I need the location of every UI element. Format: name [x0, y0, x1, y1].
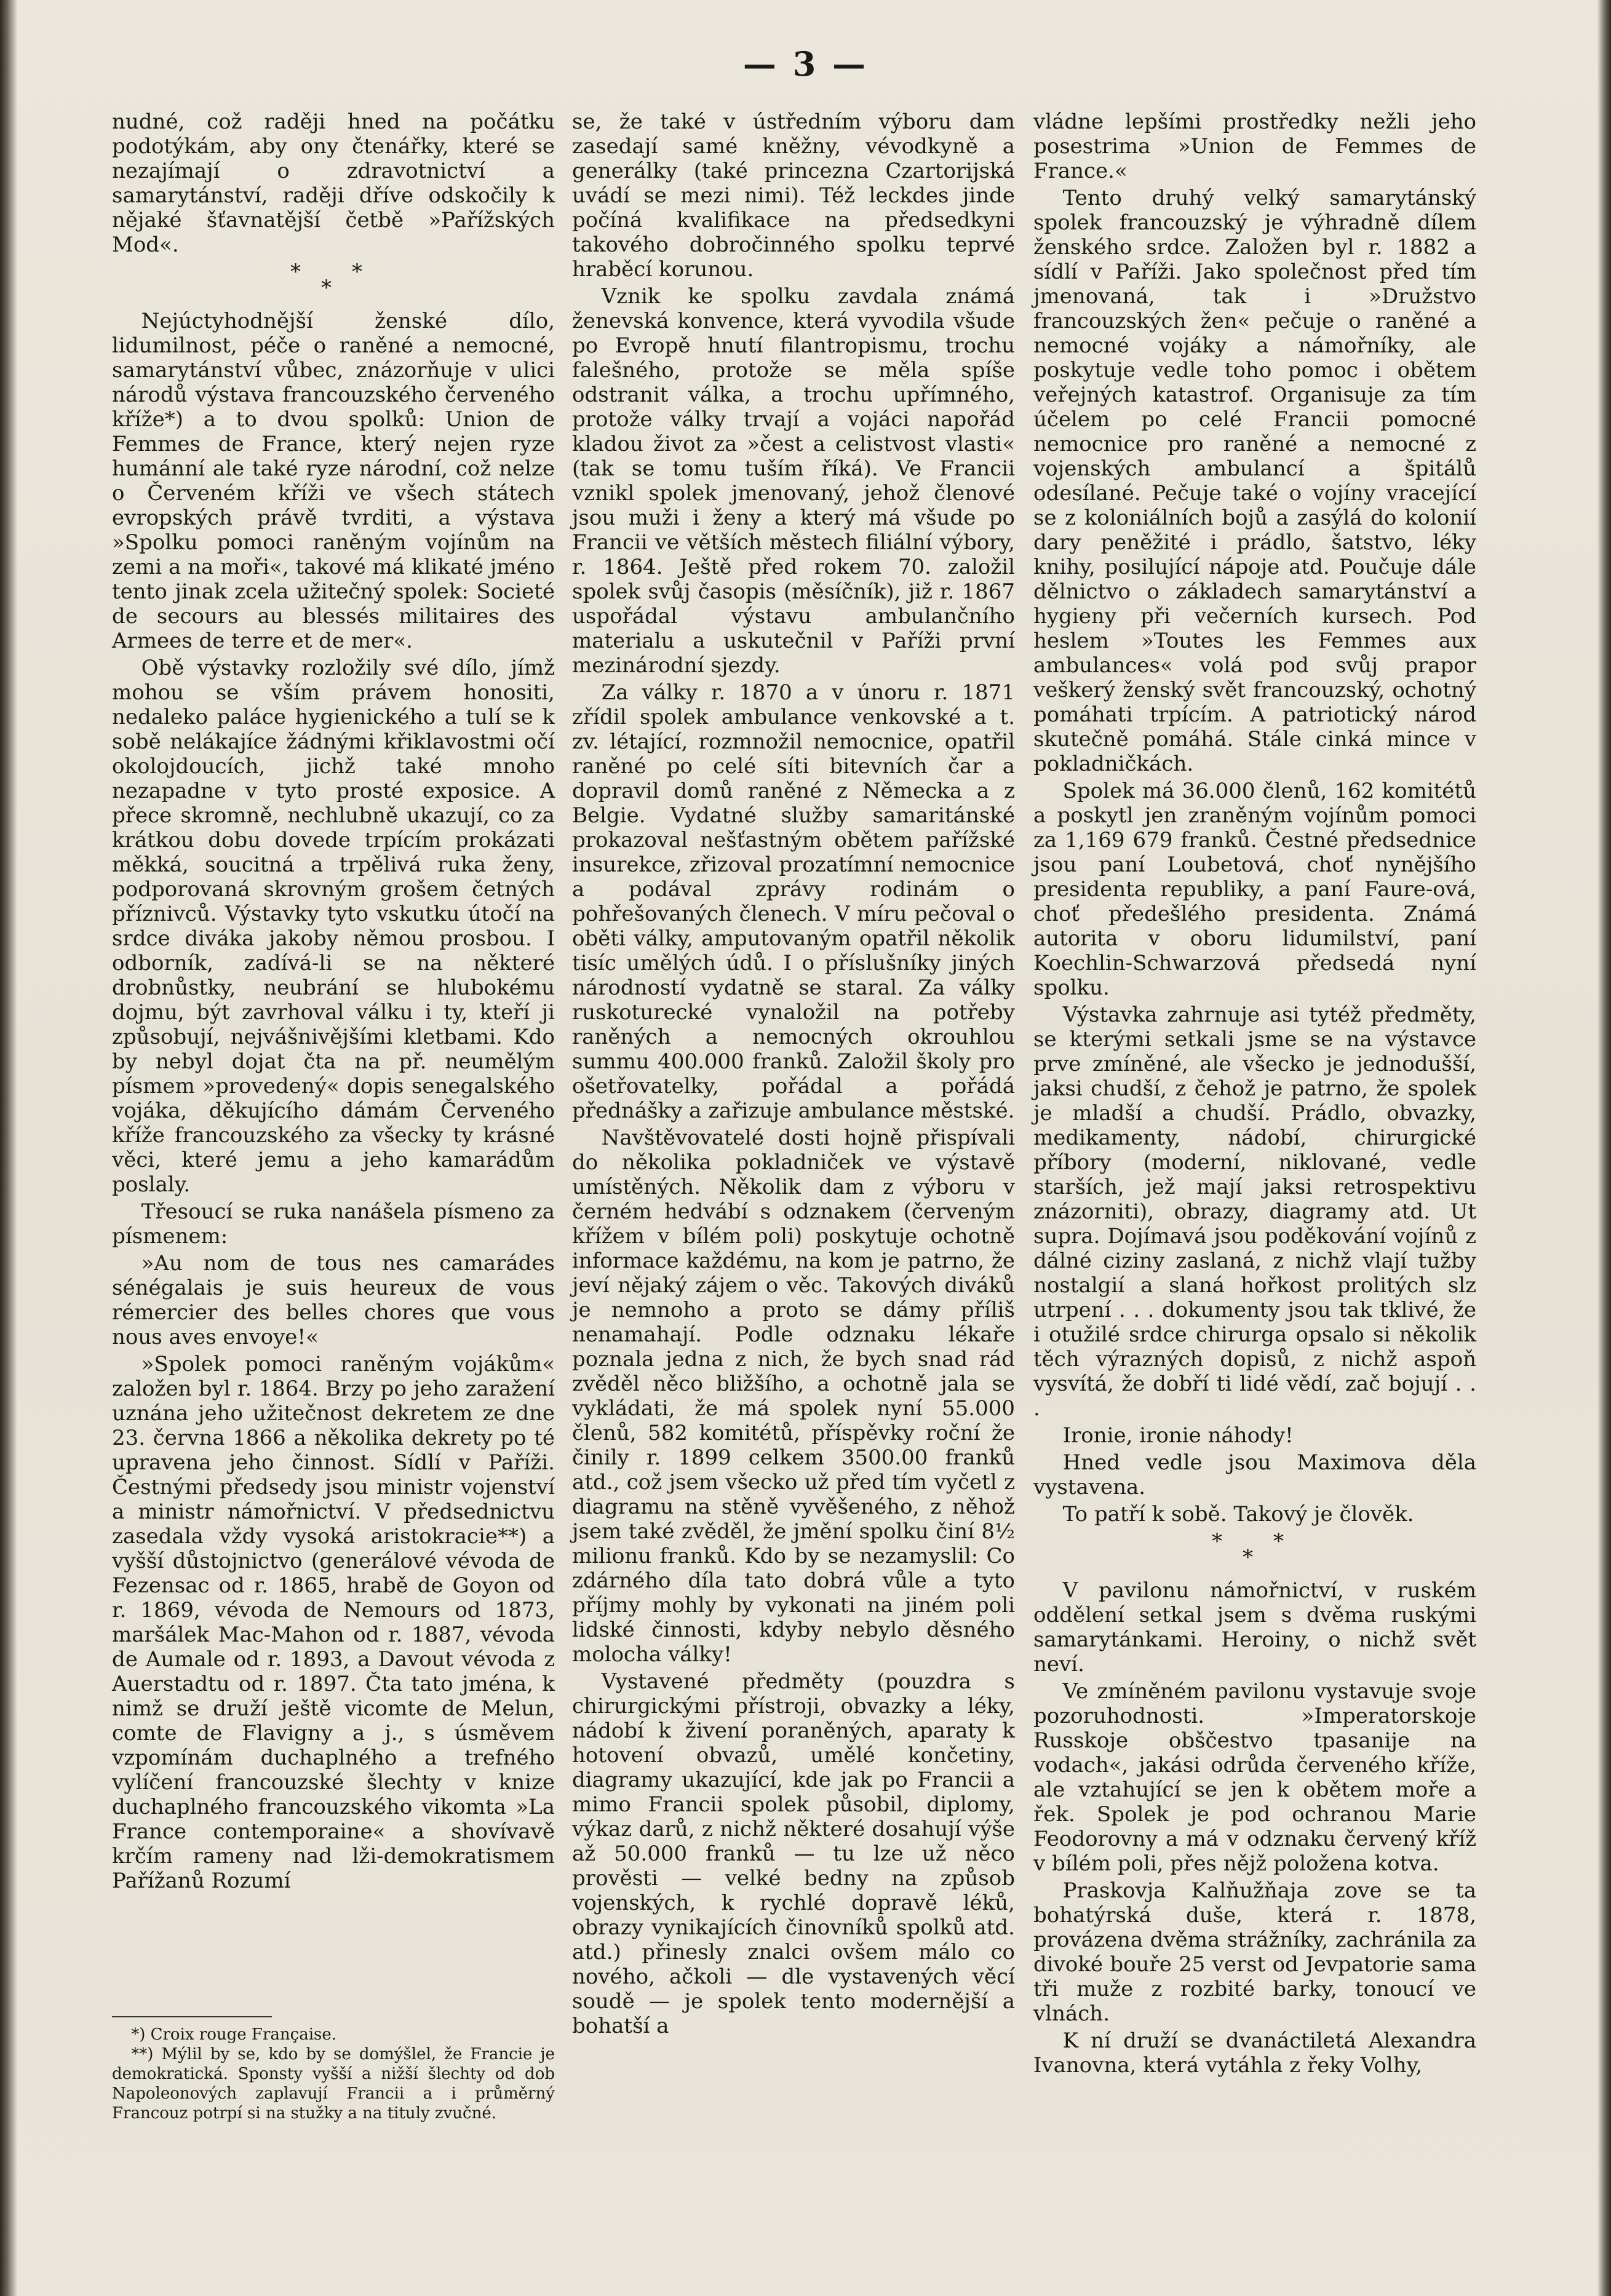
paragraph: se, že také v ústředním výboru dam zasedají samé kněžny, vévodkyně a generálky (také princezna Czartorijská uvádí se mezi nimi). Též leckdes jinde počíná kvalifikace na předsedkyni takového dobročinného spolku teprvé hraběcí korunou.	[572, 109, 1015, 282]
paragraph: vládne lepšími prostředky nežli jeho posestrima »Union de Femmes de France.«	[1033, 109, 1476, 183]
paragraph: Ve zmíněném pavilonu vystavuje svoje pozoruhodnosti. »Imperatorskoje Russkoje obščestvo tpasanije na vodach«, jakási odrůda červeného kříže, ale vztahující se jen k obětem moře a řek. Spolek je pod ochranou Marie Feodorovny a má v odznaku červený kříž v bílém poli, přes nějž položena kotva.	[1033, 1679, 1476, 1876]
footnote-rule	[112, 2016, 272, 2017]
page-edge-left	[0, 0, 17, 2296]
page-number: — 3 —	[742, 44, 869, 84]
paragraph: Třesoucí se ruka nanášela písmeno za písmenem:	[112, 1199, 555, 1249]
paragraph: Vystavené předměty (pouzdra s chirurgickými přístroji, obvazky a léky, nádobí k živení poraněných, aparaty k hotovení obvazů, umělé končetiny, diagramy ukazující, kde jak po Francii a mimo Francii spolek působil, diplomy, výkaz darů, z nichž některé dosahují výše až 50.000 franků — tu lze už něco prověsti — velké bedny na způsob vojenských, k rychlé dopravě léků, obrazy vynikajících činovníků spolků atd. atd.) přinesly znalci ovšem málo co nového, ačkoli — dle vystavených věcí soudě — je spolek tento modernější a bohatší a	[572, 1669, 1015, 2038]
column-3	[1033, 109, 1476, 2080]
separator-star: *	[1243, 1545, 1278, 1570]
section-separator	[112, 260, 555, 303]
paragraph: Spolek má 36.000 členů, 162 komitétů a poskytl jen zraněným vojínům pomoci za 1,169 679 franků. Čestné předsednice jsou paní Loubetová, choť nynějšího presidenta republiky, a paní Faure-ová, choť předešlého presidenta. Známá autorita v oboru lidumilství, paní Koechlin-Schwarzová předsedá nyní spolku.	[1033, 779, 1476, 1000]
section-separator	[1033, 1529, 1476, 1572]
footnote: **) Mýlil by se, kdo by se domýšlel, že Francie je demokratická. Sponsty vyšší a nižší šlechty od dob Napoleonových zaplavují Francii a i průměrný Francouz potrpí si na stužky a na tituly zvučné.	[112, 2045, 555, 2123]
paragraph: K ní druží se dvanáctiletá Alexandra Ivanovna, která vytáhla z řeky Volhy,	[1033, 2028, 1476, 2078]
paragraph: Ironie, ironie náhody!	[1062, 1423, 1294, 1448]
page-edge-right	[1597, 0, 1611, 2296]
separator-star: *	[352, 260, 387, 284]
separator-star: *	[321, 276, 356, 300]
quoted-letter: »Au nom de tous nes camarádes sénégalais je suis heureux de vous rémercier des belles chores que vous nous aves envoye!«	[112, 1251, 555, 1349]
separator-star: *	[290, 260, 325, 284]
paragraph: Praskovja Kalňužňaja zove se ta bohatýrská duše, která r. 1878, provázena dvěma strážníky, zachránila za divoké bouře 25 verst od Jevpatorie sama tři muže z rozbité barky, tonoucí ve vlnách.	[1033, 1878, 1476, 2026]
paragraph: Obě výstavky rozložily své dílo, jímž mohou se vším právem honositi, nedaleko paláce hygienického a tulí se k sobě nelákajíce žádnými křiklavostmi očí okolojdoucích, jichž také mnoho nezapadne v tyto prosté exposice. A přece skromně, nechlubně ukazují, co za krátkou dobu dovede trpícím prokázati měkká, soucitná a trpělivá ruka ženy, podporovaná skrovným grošem četných příznivců. Výstavky tyto vskutku útočí na srdce diváka jakoby němou prosbou. I odborník, zadívá-li se na některé drobnůstky, neubrání se hlubokému dojmu, být zavrhoval válku i ty, kteří ji způsobují, nejvášnivějšími kletbami. Kdo by nebyl dojat čta na př. neumělým písmem »provedený« dopis senegalského vojáka, děkujícího dámám Červeného kříže francouzského za všecky ty krásné věci, které jemu a jeho kamarádům poslaly.	[112, 656, 555, 1197]
paragraph: V pavilonu námořnictví, v ruském oddělení setkal jsem s dvěma ruskými samarytánkami. Heroiny, o nichž svět neví.	[1033, 1578, 1476, 1677]
paragraph: »Spolek pomoci raněným vojákům« založen byl r. 1864. Brzy po jeho zaražení uznána jeho užitečnost dekretem ze dne 23. června 1866 a několika dekrety po té upravena jeho činnost. Sídlí v Paříži. Čestnými předsedy jsou ministr vojenství a ministr námořnictví. V předsednictvu zasedala vždy vysoká aristokracie**) a vyšší důstojnictvo (generálové vévoda de Fezensac od r. 1865, hrabě de Goyon od r. 1869, vévoda de Nemours od 1873, maršálek Mac-Mahon od r. 1887, vévoda de Aumale od r. 1893, a Davout vévoda z Auerstadtu od r. 1897. Čta tato jména, k nimž se druží ještě vicomte de Melun, comte de Flavigny a j., s úsměvem vzpomínám duchaplného a trefného vylíčení francouzské šlechty v knize duchaplného francouzského vikomta »La France contemporaine« a shovívavě krčím rameny nad lži-demokratismem Pařížanů Rozumí	[112, 1352, 555, 1893]
paragraph: nudné, což raději hned na počátku podotýkám, aby ony čtenářky, které se nezajímají o zdravotnictví a samarytánství, raději dříve odskočily k nějaké šťavnatější četbě »Pařížských Mod«.	[112, 109, 555, 257]
paragraph: Vznik ke spolku zavdala známá ženevská konvence, která vyvodila všude po Evropě hnutí filantropismu, trochu falešného, protože se měla spíše odstranit válka, a trochu upřímného, protože války trvají a vojáci napořád kladou život za »čest a celistvost vlasti« (tak se tomu tuším říká). Ve Francii vznikl spolek jmenovaný, jehož členové jsou muži i ženy a který má všude po Francii ve větších městech filiální výbory, r. 1864. Ještě před rokem 70. založil spolek svůj časopis (měsíčník), již r. 1867 uspořádal výstavu ambulančního materialu a uskutečnil v Paříži první mezinárodní sjezdy.	[572, 284, 1015, 678]
paragraph: Hned vedle jsou Maximova děla vystavena.	[1033, 1450, 1476, 1500]
column-1	[112, 109, 555, 1896]
paragraph: To patří k sobě. Takový je člověk.	[1062, 1502, 1414, 1527]
paragraph: Za války r. 1870 a v únoru r. 1871 zřídil spolek ambulance venkovské a t. zv. létající, rozmnožil nemocnice, opatřil raněné po celé síti bitevních čar a dopravil domů raněné z Německa a z Belgie. Vydatné služby samaritánské prokazoval nešťastným obětem pařížské insurekce, zřizoval prozatímní nemocnice a podával zprávy rodinám o pohřešovaných členech. V míru pečoval o oběti války, amputovaným opatřil několik tisíc umělých údů. I o příslušníky jiných národností vydatně se staral. Za války ruskoturecké vynaložil na potřeby raněných a nemocných okrouhlou summu 400.000 franků. Založil školy pro ošetřovatelky, pořádal a pořádá přednášky a zařizuje ambulance městské.	[572, 680, 1015, 1123]
paragraph: Tento druhý velký samarytánský spolek francouzský je výhradně dílem ženského srdce. Založen byl r. 1882 a sídlí v Paříži. Jako společnost před tím jmenovaná, tak i »Družstvo francouzských žen« pečuje o raněné a nemocné vojáky a námořníky, ale poskytuje vedle toho pomoc i obětem veřejných katastrof. Organisuje za tím účelem po celé Francii pomocné nemocnice pro raněné a nemocné z vojenských ambulancí a špitálů odesílané. Pečuje také o vojíny vracející se z koloniálních bojů a zasýlá do kolonií dary peněžité i prádlo, šatstvo, léky knihy, posilující nápoje atd. Poučuje dále dělnictvo o základech samarytánství a hygieny při večerních kursech. Pod heslem »Toutes les Femmes aux ambulances« volá pod svůj prapor veškerý ženský svět francouzský, ochotný pomáhati trpícím. A patriotický národ skutečně pomáhá. Stále cinká mince v pokladničkách.	[1033, 186, 1476, 776]
footnotes	[112, 2025, 555, 2123]
paragraph: Navštěvovatelé dosti hojně přispívali do několika pokladniček ve výstavě umístěných. Několik dam z výboru v černém hedvábí s odznakem (červeným křížem v bílém poli) poskytuje ochotně informace každému, na kom je patrno, že jeví nějaký zájem o věc. Takových diváků je nemnoho a proto se dámy příliš nenamahají. Podle odznaku lékaře poznala jedna z nich, že bych snad rád zvěděl něco bližšího, a ochotně jala se vykládati, že má spolek nyní 55.000 členů, 582 komitétů, příspěvky roční že činily r. 1899 celkem 3500.00 franků atd., což jsem všecko už před tím vyčetl z diagramu na stěně vyvěšeného, z něhož jsem také zvěděl, že jmění spolku činí 8½ milionu franků. Kdo by se nezamyslil: Co zdárného díla tato dobrá vůle a tyto příjmy mohly by vykonati na jiném poli lidské činnosti, kdyby nebylo děsného molocha války!	[572, 1126, 1015, 1667]
separator-star: *	[1212, 1529, 1247, 1554]
separator-star: *	[1273, 1529, 1308, 1554]
paragraph: Nejúctyhodnější ženské dílo, lidumilnost, péče o raněné a nemocné, samarytánství vůbec, znázorňuje v ulici národů výstava francouzského červeného kříže*) a to dvou spolků: Union de Femmes de France, který nejen ryze humánní ale také ryze národní, což nelze o Červeném kříži ve všech státech evropských právě tvrditi, a výstava »Spolku pomoci raněným vojínům na zemi a na moři«, takové má klikaté jméno tento jinak zcela užitečný spolek: Societé de secours au blessés militaires des Armees de terre et de mer«.	[112, 309, 555, 653]
column-2	[572, 109, 1015, 2041]
paragraph: Výstavka zahrnuje asi tytéž předměty, se kterými setkali jsme se na výstavce prve zmíněné, ale všecko je jednodušší, jaksi chudší, z čehož je patrno, že spolek je mladší a chudší. Prádlo, obvazky, medikamenty, nádobí, chirurgické příbory (moderní, niklované, vedle starších, jež mají jaksi retrospektivu znázorniti), obrazy, diagramy atd. Ut supra. Dojímavá jsou poděkování vojínů z dálné ciziny zaslaná, z nichž vlají tužby nostalgií a slaná hořkost prolitých slz utrpení . . . dokumenty jsou tak tklivé, že i otužilé srdce chirurga opsalo si několik těch výrazných dopisů, z nichž aspoň vysvítá, že dobří ti lidé vědí, zač bojují . . .	[1033, 1003, 1476, 1421]
footnote: *) Croix rouge Française.	[131, 2025, 337, 2044]
